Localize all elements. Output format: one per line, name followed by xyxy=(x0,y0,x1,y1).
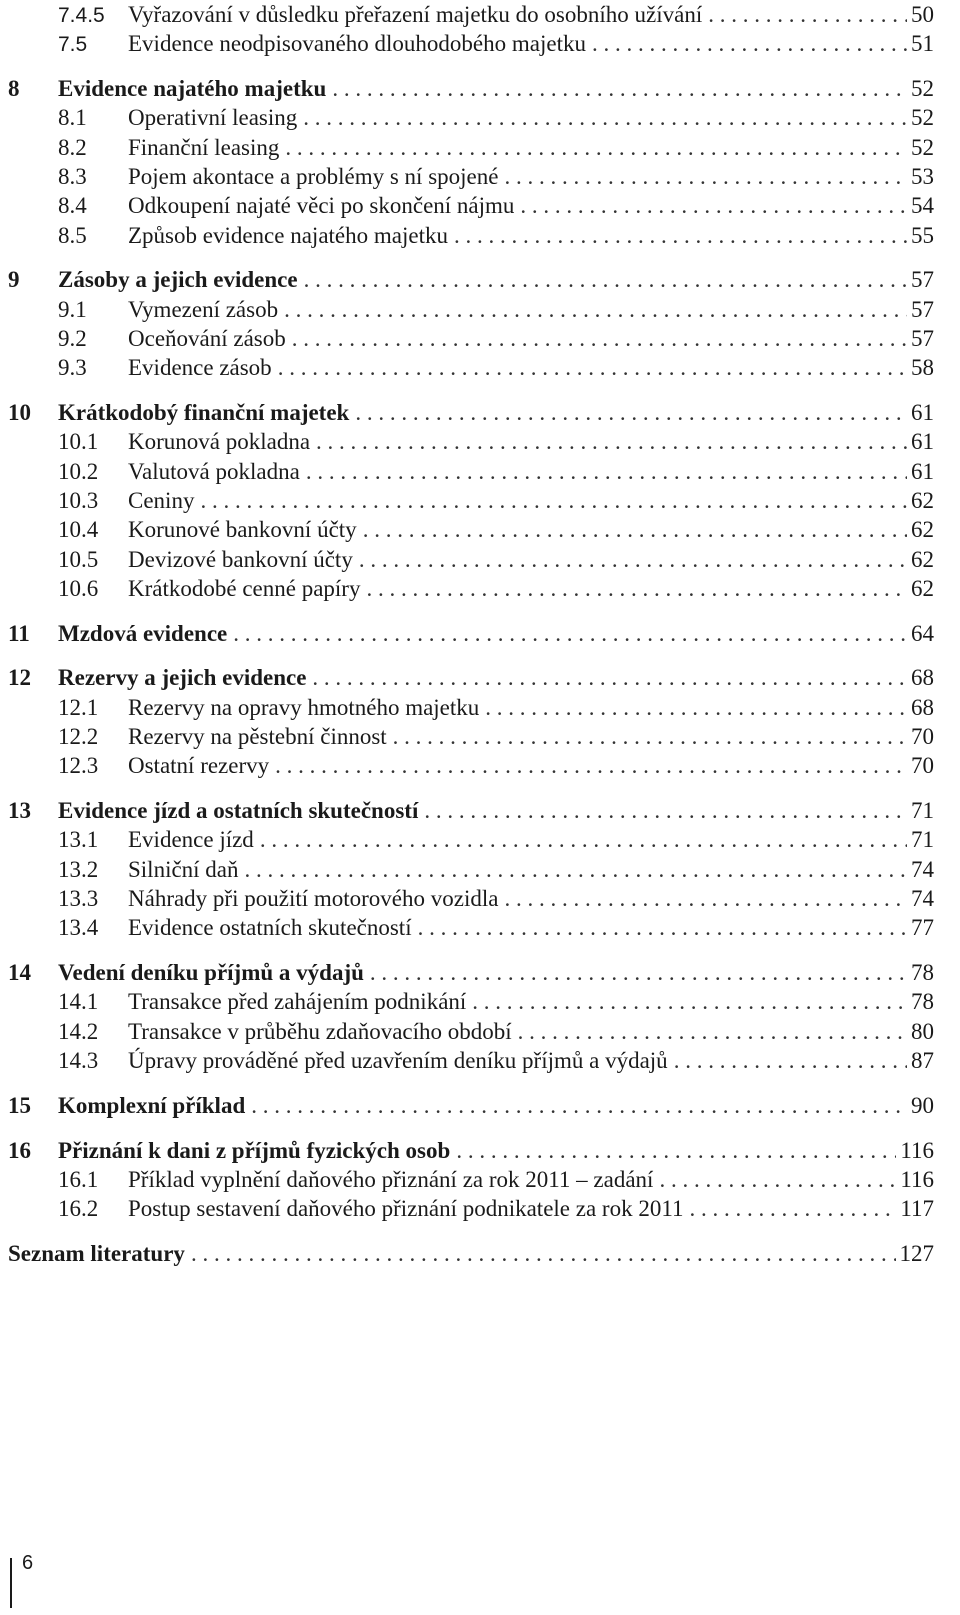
toc-dot-leader xyxy=(292,324,907,353)
toc-dot-leader xyxy=(200,486,907,515)
toc-entry-number: 12 xyxy=(8,665,31,691)
toc-entry-page: 52 xyxy=(911,76,934,102)
toc-entry-page: 62 xyxy=(911,575,934,601)
toc-entry-title: Transakce před zahájením podnikání xyxy=(128,989,467,1015)
toc-entry-title: Odkoupení najaté věci po skončení nájmu xyxy=(128,193,515,219)
toc-entry-page: 61 xyxy=(911,429,934,455)
toc-dot-leader xyxy=(418,913,907,942)
toc-dot-leader xyxy=(275,751,907,780)
toc-dot-leader xyxy=(504,884,907,913)
toc-section-entry[interactable] xyxy=(8,515,934,544)
toc-entry-title: Valutová pokladna xyxy=(128,458,300,484)
toc-entry-title: Zásoby a jejich evidence xyxy=(58,267,298,293)
toc-chapter-entry[interactable] xyxy=(8,796,934,825)
toc-section-entry[interactable] xyxy=(8,722,934,751)
toc-entry-page: 77 xyxy=(911,915,934,941)
toc-entry-number: 8.5 xyxy=(58,222,87,248)
toc-entry-title: Vedení deníku příjmů a výdajů xyxy=(58,960,364,986)
toc-entry-title: Mzdová evidence xyxy=(58,620,228,646)
toc-entry-page: 62 xyxy=(911,546,934,572)
toc-entry-title: Úpravy prováděné před uzavřením deníku příjmů a výdajů xyxy=(128,1048,668,1073)
toc-chapter-entry[interactable] xyxy=(8,1136,934,1165)
toc-entry-title: Rezervy na opravy hmotného majetku xyxy=(128,694,480,720)
toc-section-entry[interactable] xyxy=(8,855,934,884)
toc-section-entry[interactable] xyxy=(8,884,934,913)
toc-entry-number: 12.3 xyxy=(58,753,99,779)
toc-section-entry[interactable] xyxy=(8,133,934,162)
toc-dot-leader xyxy=(285,133,907,162)
toc-dot-leader xyxy=(659,1165,896,1194)
toc-entry-page: 71 xyxy=(911,827,934,853)
toc-entry-number: 9.1 xyxy=(58,296,87,322)
toc-section-entry[interactable] xyxy=(8,913,934,942)
toc-section-entry[interactable] xyxy=(8,545,934,574)
toc-entry-number: 15 xyxy=(8,1092,31,1118)
toc-section-entry[interactable] xyxy=(8,221,934,250)
toc-dot-leader xyxy=(316,427,907,456)
toc-entry-page: 116 xyxy=(900,1166,934,1192)
toc-section-entry[interactable] xyxy=(8,353,934,382)
toc-entry-title: Finanční leasing xyxy=(128,134,280,160)
toc-dot-leader xyxy=(393,722,907,751)
toc-entry-page: 64 xyxy=(911,620,934,646)
toc-chapter-entry[interactable] xyxy=(8,398,934,427)
toc-entry-title: Evidence zásob xyxy=(128,355,272,381)
toc-section-entry[interactable] xyxy=(8,486,934,515)
toc-entry-title: Oceňování zásob xyxy=(128,325,286,351)
toc-entry-title: Ostatní rezervy xyxy=(128,753,270,779)
toc-entry-number: 7.4.5 xyxy=(58,4,105,27)
toc-chapter-entry[interactable] xyxy=(8,1239,934,1268)
toc-chapter-entry[interactable] xyxy=(8,265,934,294)
toc-dot-leader xyxy=(592,29,907,58)
toc-entry-page: 74 xyxy=(911,856,934,882)
toc-section-entry[interactable] xyxy=(8,103,934,132)
toc-dot-leader xyxy=(312,663,907,692)
toc-section-entry[interactable] xyxy=(8,1194,934,1223)
toc-entry-title: Evidence ostatních skutečností xyxy=(128,915,412,941)
toc-entry-title: Postup sestavení daňového přiznání podnikatele za rok 2011 xyxy=(128,1196,684,1222)
toc-dot-leader xyxy=(355,398,907,427)
toc-dot-leader xyxy=(689,1194,896,1223)
toc-entry-title: Přiznání k dani z příjmů fyzických osob xyxy=(58,1137,451,1163)
toc-section-entry[interactable] xyxy=(8,457,934,486)
toc-section-entry[interactable] xyxy=(8,191,934,220)
toc-section-entry[interactable] xyxy=(8,427,934,456)
toc-entry-title: Seznam literatury xyxy=(8,1240,185,1266)
footer-rule xyxy=(10,1558,12,1608)
toc-entry-title: Operativní leasing xyxy=(128,105,298,131)
toc-entry-number: 10.1 xyxy=(58,429,99,455)
toc-entry-number: 13.3 xyxy=(58,886,99,912)
toc-entry-title: Příklad vyplnění daňového přiznání za rok 2011 – zadání xyxy=(128,1166,654,1192)
toc-dot-leader xyxy=(303,103,907,132)
toc-chapter-entry[interactable] xyxy=(8,958,934,987)
toc-section-entry[interactable] xyxy=(8,1165,934,1194)
toc-entry-number: 8 xyxy=(8,76,20,102)
toc-entry-page: 53 xyxy=(911,163,934,189)
toc-dot-leader xyxy=(456,1136,896,1165)
toc-entry-page: 70 xyxy=(911,753,934,779)
toc-entry-number: 10 xyxy=(8,400,31,426)
toc-dot-leader xyxy=(233,619,907,648)
toc-entry-page: 62 xyxy=(911,517,934,543)
toc-dot-leader xyxy=(674,1046,907,1075)
toc-entry-page: 74 xyxy=(911,886,934,912)
toc-entry-title: Rezervy a jejich evidence xyxy=(58,665,307,691)
toc-entry-title: Korunové bankovní účty xyxy=(128,517,357,543)
toc-entry-number: 10.4 xyxy=(58,517,99,543)
toc-entry-page: 55 xyxy=(911,222,934,248)
toc-entry-number: 9 xyxy=(8,267,20,293)
toc-entry-page: 90 xyxy=(911,1092,934,1118)
toc-entry-number: 13.1 xyxy=(58,827,99,853)
toc-section-entry[interactable] xyxy=(8,987,934,1016)
toc-entry-number: 12.1 xyxy=(58,694,99,720)
toc-dot-leader xyxy=(485,693,907,722)
toc-entry-page: 78 xyxy=(911,989,934,1015)
toc-entry-number: 11 xyxy=(8,620,30,646)
toc-entry-page: 52 xyxy=(911,105,934,131)
toc-entry-number: 8.4 xyxy=(58,193,87,219)
toc-dot-leader xyxy=(191,1239,896,1268)
toc-dot-leader xyxy=(304,265,907,294)
toc-section-entry[interactable] xyxy=(8,1017,934,1046)
toc-entry-number: 14.1 xyxy=(58,989,99,1015)
toc-dot-leader xyxy=(454,221,907,250)
toc-dot-leader xyxy=(472,987,907,1016)
toc-entry-page: 57 xyxy=(911,296,934,322)
toc-dot-leader xyxy=(424,796,907,825)
toc-entry-number: 14.3 xyxy=(58,1048,99,1073)
toc-section-entry[interactable] xyxy=(8,0,934,29)
toc-dot-leader xyxy=(518,1017,907,1046)
toc-entry-title: Silniční daň xyxy=(128,856,239,882)
toc-dot-leader xyxy=(359,545,907,574)
toc-entry-number: 8.1 xyxy=(58,105,87,131)
toc-dot-leader xyxy=(332,74,907,103)
toc-entry-number: 9.2 xyxy=(58,325,87,351)
toc-entry-title: Evidence jízd a ostatních skutečností xyxy=(58,798,419,824)
toc-entry-title: Transakce v průběhu zdaňovacího období xyxy=(128,1018,512,1044)
toc-entry-page: 71 xyxy=(911,798,934,824)
toc-entry-title: Komplexní příklad xyxy=(58,1092,246,1118)
toc-entry-page: 87 xyxy=(911,1048,934,1073)
toc-entry-page: 57 xyxy=(911,267,934,293)
toc-chapter-entry[interactable] xyxy=(8,1091,934,1120)
toc-entry-number: 16 xyxy=(8,1137,31,1163)
toc-entry-page: 51 xyxy=(911,31,934,57)
toc-entry-number: 10.6 xyxy=(58,575,99,601)
toc-section-entry[interactable] xyxy=(8,1046,934,1075)
toc-entry-page: 68 xyxy=(911,694,934,720)
toc-entry-page: 58 xyxy=(911,355,934,381)
toc-entry-title: Vyřazování v důsledku přeřazení majetku do osobního užívání xyxy=(128,2,703,27)
toc-entry-number: 13.2 xyxy=(58,856,99,882)
toc-entry-title: Evidence jízd xyxy=(128,827,254,853)
toc-dot-leader xyxy=(306,457,907,486)
toc-entry-title: Evidence najatého majetku xyxy=(58,76,327,102)
toc-entry-title: Krátkodobé cenné papíry xyxy=(128,575,361,601)
toc-entry-number: 7.5 xyxy=(58,33,88,57)
toc-entry-number: 8.3 xyxy=(58,163,87,189)
toc-entry-title: Ceniny xyxy=(128,487,195,513)
toc-section-entry[interactable] xyxy=(8,295,934,324)
toc-entry-title: Náhrady při použití motorového vozidla xyxy=(128,886,499,912)
toc-entry-title: Devizové bankovní účty xyxy=(128,546,353,572)
toc-entry-number: 9.3 xyxy=(58,355,87,381)
toc-dot-leader xyxy=(366,574,907,603)
toc-entry-number: 13.4 xyxy=(58,915,99,941)
toc-entry-number: 16.2 xyxy=(58,1196,99,1222)
toc-entry-title: Evidence neodpisovaného dlouhodobého majetku xyxy=(128,31,586,57)
toc-entry-title: Rezervy na pěstební činnost xyxy=(128,724,387,750)
toc-section-entry[interactable] xyxy=(8,825,934,854)
toc-dot-leader xyxy=(251,1091,907,1120)
toc-entry-page: 52 xyxy=(911,134,934,160)
toc-entry-title: Korunová pokladna xyxy=(128,429,311,455)
toc-entry-page: 117 xyxy=(900,1196,934,1222)
toc-section-entry[interactable] xyxy=(8,693,934,722)
toc-entry-page: 62 xyxy=(911,487,934,513)
toc-dot-leader xyxy=(245,855,907,884)
toc-chapter-entry[interactable] xyxy=(8,74,934,103)
toc-dot-leader xyxy=(504,162,907,191)
toc-entry-title: Vymezení zásob xyxy=(128,296,279,322)
toc-dot-leader xyxy=(370,958,907,987)
toc-entry-number: 13 xyxy=(8,798,31,824)
page-number: 6 xyxy=(22,1552,34,1574)
toc-entry-page: 61 xyxy=(911,400,934,426)
toc-entry-number: 10.2 xyxy=(58,458,99,484)
toc-entry-page: 127 xyxy=(899,1240,934,1266)
toc-entry-number: 14 xyxy=(8,960,31,986)
toc-section-entry[interactable] xyxy=(8,324,934,353)
toc-entry-number: 8.2 xyxy=(58,134,87,160)
toc-entry-page: 68 xyxy=(911,665,934,691)
toc-chapter-entry[interactable] xyxy=(8,619,934,648)
toc-dot-leader xyxy=(284,295,907,324)
toc-section-entry[interactable] xyxy=(8,574,934,603)
toc-dot-leader xyxy=(278,353,907,382)
toc-entry-page: 116 xyxy=(900,1137,934,1163)
toc-section-entry[interactable] xyxy=(8,751,934,780)
toc-entry-page: 57 xyxy=(911,325,934,351)
toc-entry-number: 16.1 xyxy=(58,1166,99,1192)
toc-section-entry[interactable] xyxy=(8,162,934,191)
toc-entry-page: 80 xyxy=(911,1018,934,1044)
toc-dot-leader xyxy=(520,191,907,220)
toc-section-entry[interactable] xyxy=(8,29,934,58)
toc-entry-page: 54 xyxy=(911,193,934,219)
toc-chapter-entry[interactable] xyxy=(8,663,934,692)
toc-entry-title: Krátkodobý finanční majetek xyxy=(58,400,350,426)
toc-entry-number: 10.3 xyxy=(58,487,99,513)
toc-dot-leader xyxy=(708,0,907,29)
toc-entry-page: 70 xyxy=(911,724,934,750)
toc-entry-number: 12.2 xyxy=(58,724,99,750)
toc-entry-number: 10.5 xyxy=(58,546,99,572)
toc-entry-page: 50 xyxy=(911,2,934,27)
toc-dot-leader xyxy=(260,825,907,854)
toc-entry-title: Způsob evidence najatého majetku xyxy=(128,222,448,248)
table-of-contents xyxy=(8,0,934,1268)
toc-entry-title: Pojem akontace a problémy s ní spojené xyxy=(128,163,499,189)
toc-dot-leader xyxy=(363,515,907,544)
toc-entry-page: 61 xyxy=(911,458,934,484)
toc-entry-page: 78 xyxy=(911,960,934,986)
toc-entry-number: 14.2 xyxy=(58,1018,99,1044)
